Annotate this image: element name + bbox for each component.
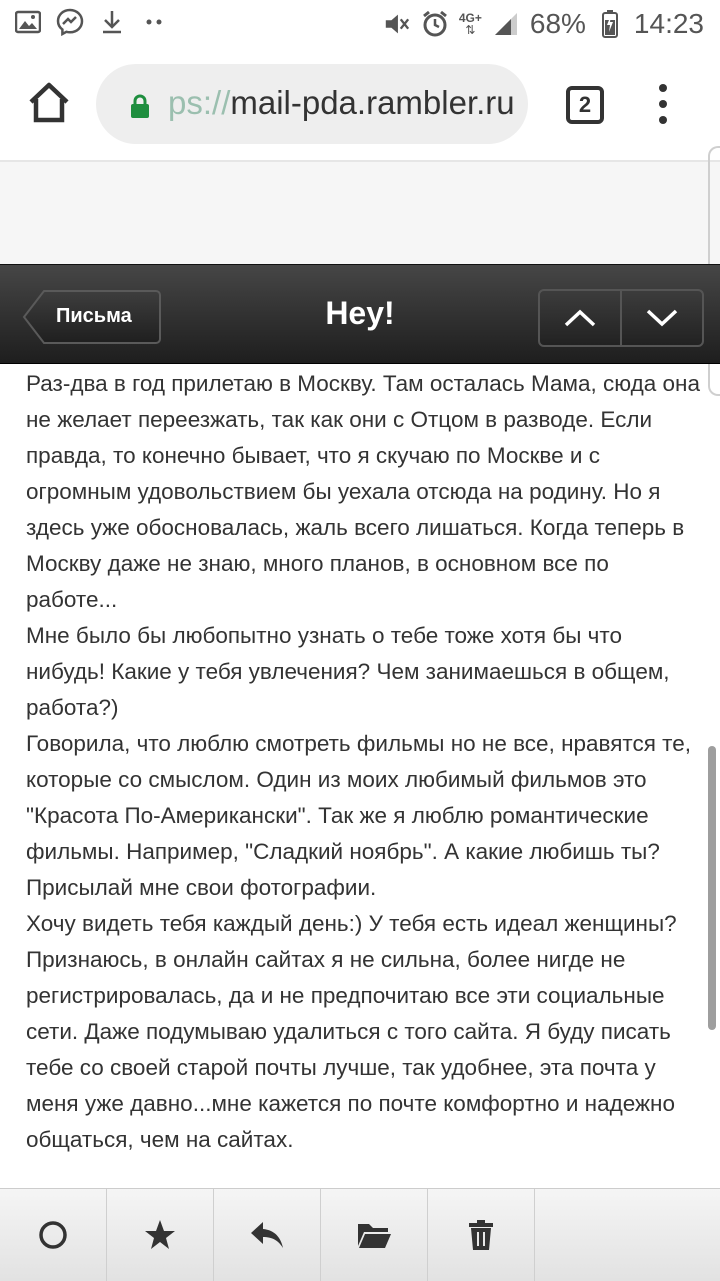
- message-subject: Hey!: [325, 295, 395, 331]
- chevron-up-icon: [564, 309, 596, 327]
- gallery-icon: [14, 8, 42, 36]
- chevron-down-icon: [646, 309, 678, 327]
- toolbar-empty-slot: [535, 1189, 720, 1281]
- message-paragraph: Раз-два в год прилетаю в Москву. Там осталась Мама, сюда она не желает переезжать, так как они с Отцом в разводе. Если правда, то конечно бывает, что я скучаю по Москве и с огромным удовольствием бы уехала отсюда на родину. Но я здесь уже обосновалась, жаль всего лишаться. Когда теперь в Москву даже не знаю, много планов, в основном все по работе...: [26, 371, 707, 612]
- messenger-icon: [56, 8, 84, 36]
- status-bar: [0, 0, 720, 50]
- reply-button[interactable]: [214, 1189, 321, 1281]
- url-text[interactable]: [168, 84, 515, 122]
- mute-icon: [383, 10, 411, 38]
- scrollbar-thumb[interactable]: [708, 746, 716, 1030]
- browser-toolbar: [0, 50, 720, 160]
- back-button-label[interactable]: Письма: [56, 305, 132, 327]
- mail-header: [0, 264, 720, 364]
- next-message-button[interactable]: [622, 291, 702, 345]
- network-indicator: [459, 10, 482, 38]
- lock-icon: [130, 94, 150, 118]
- home-icon[interactable]: [26, 80, 72, 126]
- message-paragraph: Хочу видеть тебя каждый день:) У тебя есть идеал женщины?: [26, 911, 677, 936]
- clock: 14:23: [633, 8, 704, 39]
- alarm-icon: [421, 10, 449, 38]
- mark-unread-icon: [37, 1219, 69, 1251]
- url-scheme: ps://: [168, 84, 231, 121]
- status-system: [383, 8, 704, 40]
- status-notifications: [14, 8, 168, 36]
- trash-icon: [467, 1219, 495, 1251]
- content-spacer: [0, 162, 720, 264]
- message-paragraph: Мне было бы любопытно узнать о тебе тоже хотя бы что нибудь! Какие у тебя увлечения? Чем занимаешься в общем, работа?): [26, 623, 676, 720]
- star-icon: [143, 1218, 177, 1252]
- message-paragraph: Говорила, что люблю смотреть фильмы но не все, нравятся те, которые со смыслом. Один из моих любимый фильмов это "Красота По-Американски". Так же я люблю романтические фильмы. Например, "Сладкий ноябрь". А какие любишь ты? Присылай мне свои фотографии.: [26, 731, 698, 900]
- message-paragraph: Признаюсь, в онлайн сайтах я не сильна, более нигде не регистрировалась, да и не предпочитаю все эти социальные сети. Даже подумываю удалиться с того сайта. Я буду писать тебе со своей старой почты лучше, так удобнее, эта почта у меня уже давно...мне кажется по почте комфортно и надежно общаться, чем на сайтах.: [26, 947, 682, 1152]
- overflow-menu-icon[interactable]: [656, 84, 670, 128]
- folder-icon: [356, 1220, 392, 1250]
- tab-switcher-button[interactable]: 2: [566, 86, 604, 124]
- battery-icon: [596, 10, 624, 38]
- address-bar[interactable]: [96, 64, 528, 144]
- download-icon: [98, 8, 126, 36]
- star-button[interactable]: [107, 1189, 214, 1281]
- mail-action-toolbar: [0, 1188, 720, 1281]
- previous-message-button[interactable]: [540, 291, 622, 345]
- battery-percent: 68%: [529, 8, 586, 39]
- mark-unread-button[interactable]: [0, 1189, 107, 1281]
- network-type: 4G+: [458, 11, 482, 25]
- message-body: [26, 366, 707, 1158]
- data-arrows-icon: ⇅: [465, 23, 476, 37]
- more-dots-icon: [140, 8, 168, 36]
- reply-icon: [249, 1220, 285, 1250]
- delete-button[interactable]: [428, 1189, 535, 1281]
- message-navigation: [538, 289, 704, 347]
- url-host: mail-pda.rambler.ru: [230, 84, 515, 121]
- move-to-folder-button[interactable]: [321, 1189, 428, 1281]
- signal-icon: [492, 10, 520, 38]
